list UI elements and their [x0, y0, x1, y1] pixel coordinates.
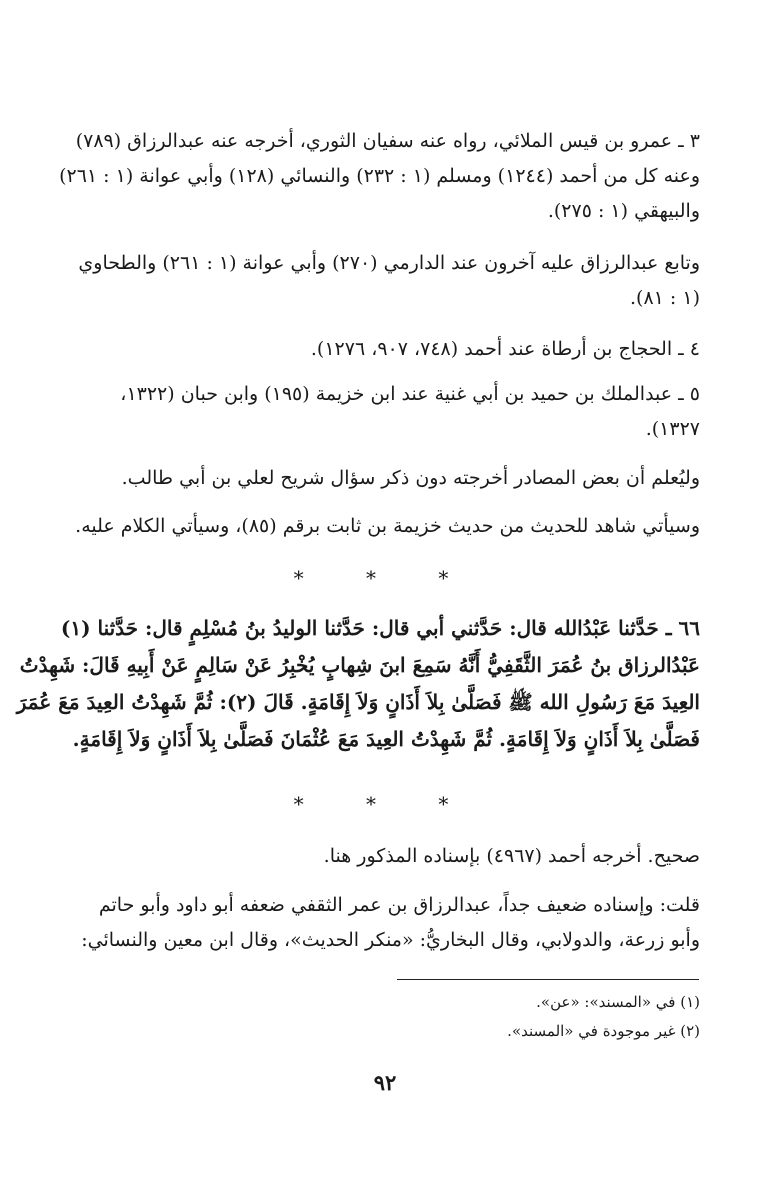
paragraph-narration-4	[74, 332, 700, 367]
footnote-1: (١) في «المسند»: «عن».	[536, 993, 700, 1011]
paragraph-followup	[74, 246, 700, 316]
text-line: فَصَلَّىٰ بِلاَ أَذَانٍ وَلاَ إِقَامَةٍ. ثُمَّ شَهِدْتُ العِيدَ مَعَ عُثْمَانَ فَصَلَّىٰ بِلاَ أَذَانٍ وَلاَ إِقَامَةٍ.	[72, 727, 700, 751]
text-line: قلت: وإسناده ضعيف جداً، عبدالرزاق بن عمر الثقفي ضعفه أبو داود وأبو حاتم	[98, 894, 700, 916]
paragraph-witness	[74, 509, 700, 544]
page-number: ٩٢	[373, 1070, 397, 1095]
text-line: ٥ ـ عبدالملك بن حميد بن أبي غنية عند ابن خزيمة (١٩٥) وابن حبان (١٣٢٢،	[120, 383, 700, 405]
footnote-2: (٢) غير موجودة في «المسند».	[507, 1022, 700, 1040]
section-separator: * * *	[293, 566, 477, 590]
paragraph-note	[74, 461, 700, 496]
section-separator: * * *	[293, 792, 477, 816]
text-line: العِيدَ مَعَ رَسُولِ الله ﷺ فَصَلَّىٰ بِلاَ أَذَانٍ وَلاَ إِقَامَةٍ. قَالَ (٢): ثُمَّ شَهِدْتُ العِيدَ مَعَ عُمَرَ	[16, 690, 700, 714]
text-line: عَبْدُالرزاق بنُ عُمَرَ الثَّقَفِيُّ أَنَّهُ سَمِعَ ابنَ شِهابٍ يُخْبِرُ عَنْ سَالِمٍ عَنْ أَبِيهِ قَالَ: شَهِدْتُ	[19, 653, 700, 677]
text-line: صحيح. أخرجه أحمد (٤٩٦٧) بإسناده المذكور هنا.	[323, 845, 700, 867]
text-line: ٦٦ ـ حَدَّثنا عَبْدُالله قال: حَدَّثني أبي قال: حَدَّثنا الوليدُ بنُ مُسْلِمٍ قال: حَدَّثنا (١)	[60, 616, 700, 640]
hadith-66-text	[16, 610, 700, 758]
text-line: (١ : ٨١).	[630, 287, 700, 309]
paragraph-grading	[74, 839, 700, 874]
text-line: وعنه كل من أحمد (١٢٤٤) ومسلم (١ : ٢٣٢) والنسائي (١٢٨) وأبي عوانة (١ : ٢٦١)	[59, 165, 700, 187]
text-line: ٤ ـ الحجاج بن أرطاة عند أحمد (٧٤٨، ٩٠٧، ١٢٧٦).	[310, 338, 700, 360]
text-line: وأبو زرعة، والدولابي، وقال البخاريُّ: «منكر الحديث»، وقال ابن معين والنسائي:	[81, 929, 700, 951]
text-line: ٣ ـ عمرو بن قيس الملائي، رواه عنه سفيان الثوري، أخرجه عنه عبدالرزاق (٧٨٩)	[75, 130, 700, 152]
text-line: والبيهقي (١ : ٢٧٥).	[547, 200, 700, 222]
text-line: وليُعلم أن بعض المصادر أخرجته دون ذكر سؤال شريح لعلي بن أبي طالب.	[121, 467, 700, 489]
text-line: وتابع عبدالرزاق عليه آخرون عند الدارمي (٢٧٠) وأبي عوانة (١ : ٢٦١) والطحاوي	[78, 252, 700, 274]
paragraph-narration-3	[59, 124, 700, 229]
footnote-divider	[397, 979, 699, 980]
paragraph-narration-5	[74, 377, 700, 447]
paragraph-commentary	[74, 888, 700, 958]
text-line: وسيأتي شاهد للحديث من حديث خزيمة بن ثابت برقم (٨٥)، وسيأتي الكلام عليه.	[75, 515, 700, 537]
text-line: ١٣٢٧).	[645, 418, 700, 440]
